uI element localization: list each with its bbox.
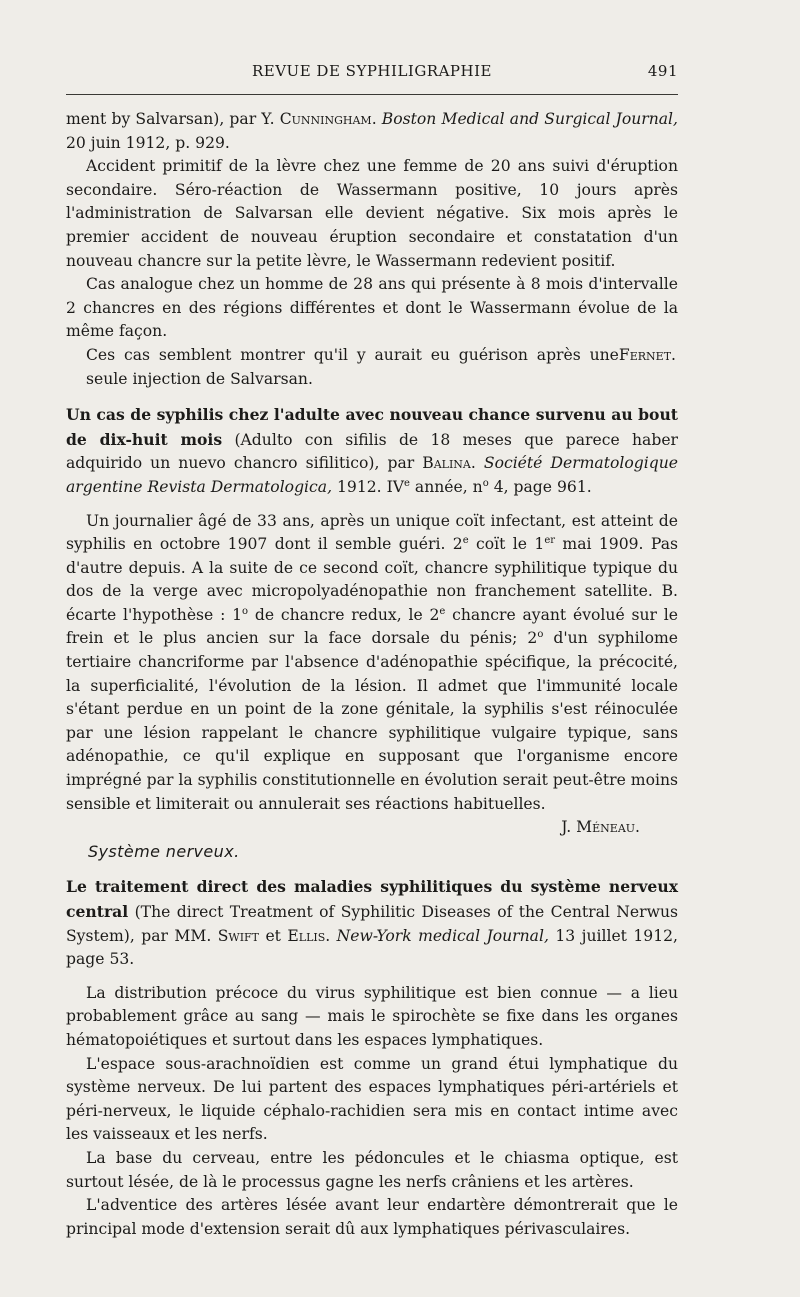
author-name: Swift <box>217 926 260 945</box>
article-title: Le traitement direct des maladies syphilitiques du système nerveux central <box>66 877 678 921</box>
paragraph: Un journalier âgé de 33 ans, après un unique coït infectant, est atteint de syphilis en octobre 1907 dont il semble guéri. 2e coït le 1er mai 1909. Pas d'autre depuis. A la suite de ce second coït, chancre syphilitique typique du dos de la verge avec micropolyadénopathie non franchement satellite. B. écarte l'hypothèse : 1$^o$ de chancre redux, le 2e chancre ayant évolué sur le frein et le plus ancien sur la face dorsale du pénis; 2$^o$ d'un syphilome tertiaire chancriforme par l'absence d'adénopathie spécifique, la précocité, la superficialité, l'évolution de la lésion. Il admet que l'immunité locale s'étant perdue en un point de la zone génitale, la syphilis s'est réinoculée par une lésion rappelant le chancre syphilitique vulgaire typique, sans adénopathie, ce qu'il explique en supposant que l'organisme encore imprégné par la syphilis constitutionnelle en évolution serait peut-être moins sensible et limiterait ou annulerait ses réactions habituelles. <box>66 511 678 813</box>
journal-name: Société Dermatologique argentine Revista Dermatologica, <box>66 454 678 496</box>
paragraph-with-signature: Ces cas semblent montrer qu'il y aurait eu guérison après une seule injection de Salvarsan. Fernet. <box>66 344 678 391</box>
paragraph: L'espace sous-arachnoïdien est comme un grand étui lymphatique du système nerveux. De lui partent des espaces lymphatiques péri-artériels et péri-nerveux, le liquide céphalo-rachidien sera mis en contact intime avec les vaisseaux et les nerfs. <box>66 1054 678 1144</box>
author-name: Cunningham <box>279 110 372 128</box>
page-number: 491 <box>647 62 678 80</box>
running-header <box>66 62 678 86</box>
author-name: Balina <box>422 454 471 473</box>
paragraph: Accident primitif de la lèvre chez une femme de 20 ans suivi d'éruption secondaire. Séro-réaction de Wassermann positive, 10 jours après l'administration de Salvarsan elle devient négative. Six mois après le premier accident de nouveau éruption secondaire et constatation d'un nouveau chancre sur la petite lèvre, le Wassermann redevient positif. <box>66 157 678 270</box>
signature-meneau: J. Méneau. <box>561 818 640 837</box>
section-heading: Système nerveux. <box>88 841 240 861</box>
paragraph: La distribution précoce du virus syphilitique est bien connue — a lieu probablement grâce au sang — mais le spirochète se fixe dans les organes hématopoiétiques et surtout dans les espaces lymphatiques. <box>66 983 678 1049</box>
paragraph: Cas analogue chez un homme de 28 ans qui présente à 8 mois d'intervalle 2 chancres en des régions différentes et dont le Wassermann évolue de la même façon. <box>66 275 678 341</box>
signature-fernet: Fernet. <box>618 345 676 364</box>
journal-name: New-York medical Journal, <box>336 926 549 945</box>
article-title: Un cas de syphilis chez l'adulte avec nouveau chance survenu au bout de dix-huit mois <box>66 405 678 449</box>
header-rule <box>66 94 678 95</box>
journal-name: Boston Medical and Surgical Journal, <box>381 110 678 128</box>
paragraph-citation-1: ment by Salvarsan), par Y. Cunningham. Boston Medical and Surgical Journal, 20 juin 1912, p. 929. <box>66 110 678 152</box>
running-title: REVUE DE SYPHILIGRAPHIE <box>251 62 492 80</box>
paragraph: La base du cerveau, entre les pédoncules et le chiasma optique, est surtout lésée, de là le processus gagne les nerfs crâniens et les artères. <box>66 1148 678 1191</box>
article-heading-3: Le traitement direct des maladies syphilitiques du système nerveux central (The direct Treatment of Syphilitic Diseases of the Central Nerwus System), par MM. Swift et Ellis. New-York medical Journal, 13 juillet 1912, page 53. <box>66 877 679 969</box>
article-body <box>66 108 678 1241</box>
author-name: Ellis <box>287 926 326 945</box>
paragraph: L'adventice des artères lésée avant leur endartère démontrerait que le principal mode d'extension serait dû aux lymphatiques périvasculaires. <box>66 1196 678 1238</box>
article-heading-2: Un cas de syphilis chez l'adulte avec nouveau chance survenu au bout de dix-huit mois (Adulto con sifilis de 18 meses que parece haber adquirido un nuevo chancro sifilitico), par Balina. Société Dermatologique argentine Revista Dermatologica, 1912. IVe année, $n^o$ 4, page 961. <box>66 405 679 496</box>
